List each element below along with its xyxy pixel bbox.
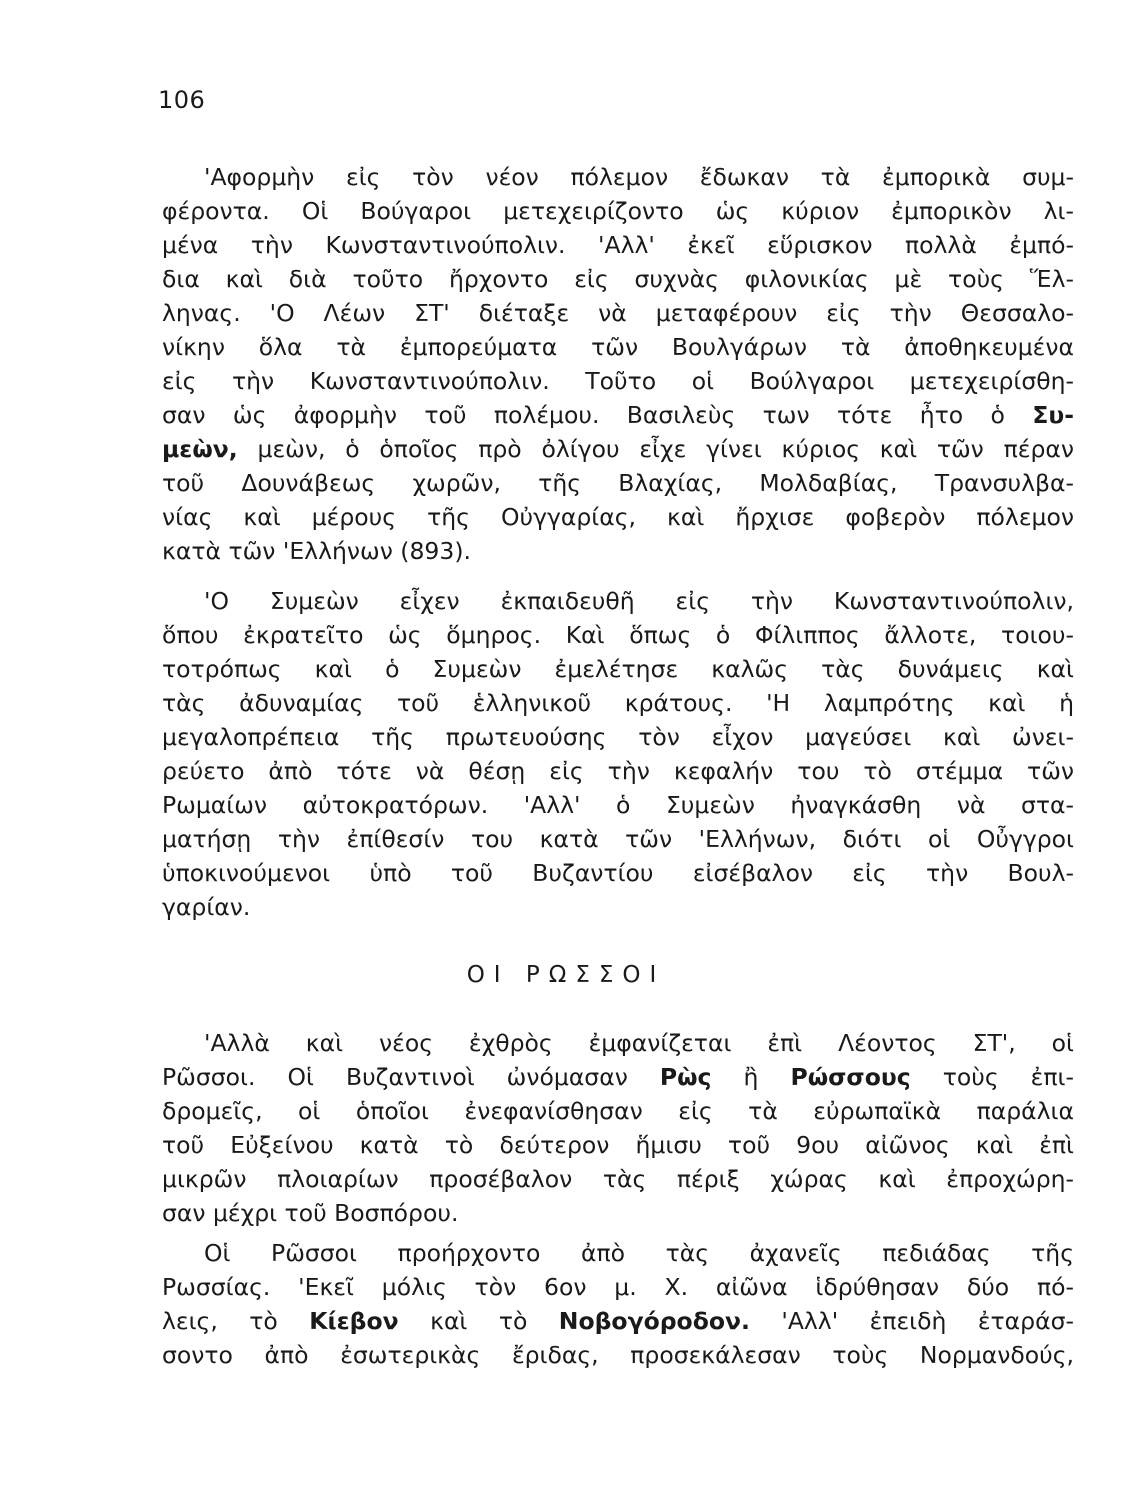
text-line [162, 1060, 1074, 1094]
paragraph-4 [162, 1236, 1074, 1372]
text-fragment: λεις, τὸ [162, 1307, 278, 1335]
bold-name: Κίεβον [309, 1307, 399, 1335]
text-fragment: καὶ τὸ [430, 1307, 528, 1335]
text-line: νίκην ὅλα τὰ ἐμπορεύματα τῶν Βουλγάρων τὰ ἀποθηκευμένα [162, 333, 1074, 361]
text-line: Ρωσσίας. 'Εκεῖ μόλις τὸν 6ον μ. Χ. αἰῶνα ἱδρύθησαν δύο πό- [162, 1273, 1074, 1301]
text-line: τοῦ Δουνάβεως χωρῶν, τῆς Βλαχίας, Μολδαβίας, Τρανσυλβα- [162, 469, 1074, 497]
text-line: μένα τὴν Κωνσταντινούπολιν. 'Αλλ' ἐκεῖ εὕρισκον πολλὰ ἐμπό- [162, 231, 1074, 259]
text-line: νίας καὶ μέρους τῆς Οὐγγαρίας, καὶ ἤρχισε φοβερὸν πόλεμον [162, 503, 1074, 531]
paragraph-1 [162, 160, 1074, 568]
bold-name: μεὼν, [162, 435, 238, 463]
text-line: κατὰ τῶν 'Ελλήνων (893). [162, 537, 471, 565]
text-line: μεγαλοπρέπεια τῆς πρωτευούσης τὸν εἶχον μαγεύσει καὶ ὠνει- [162, 723, 1074, 751]
text-line: τοτρόπως καὶ ὁ Συμεὼν ἐμελέτησε καλῶς τὰς δυνάμεις καὶ [162, 655, 1074, 683]
text-line: δρομεῖς, οἱ ὁποῖοι ἐνεφανίσθησαν εἰς τὰ εὐρωπαϊκὰ παράλια [162, 1097, 1074, 1125]
text-fragment: τοὺς ἐπι- [942, 1063, 1074, 1091]
text-fragment: Ρῶσσοι. Οἱ Βυζαντινοὶ ὠνόμασαν [162, 1063, 628, 1091]
text-line: τοῦ Εὐξείνου κατὰ τὸ δεύτερον ἥμισυ τοῦ 9ου αἰῶνος καὶ ἐπὶ [162, 1131, 1074, 1159]
text-line: ρεύετο ἀπὸ τότε νὰ θέσῃ εἰς τὴν κεφαλήν του τὸ στέμμα τῶν [162, 757, 1074, 785]
text-line: εἰς τὴν Κωνσταντινούπολιν. Τοῦτο οἱ Βούλγαροι μετεχειρίσθη- [162, 367, 1074, 395]
text-line: ληνας. 'Ο Λέων ΣΤ' διέταξε νὰ μεταφέρουν εἰς τὴν Θεσσαλο- [162, 299, 1074, 327]
bold-name: Νοβογόροδον. [558, 1307, 750, 1335]
paragraph-2 [162, 584, 1074, 924]
text-line: ὅπου ἐκρατεῖτο ὡς ὅμηρος. Καὶ ὅπως ὁ Φίλιππος ἄλλοτε, τοιου- [162, 621, 1074, 649]
text-fragment: σαν ὡς ἀφορμὴν τοῦ πολέμου. Βασιλεὺς των τότε ἦτο ὁ [162, 401, 1005, 429]
text-line: γαρίαν. [162, 893, 251, 921]
text-fragment: μεὼν, ὁ ὁποῖος πρὸ ὀλίγου εἶχε γίνει κύριος καὶ τῶν πέραν [257, 435, 1074, 463]
text-line: σαν μέχρι τοῦ Βοσπόρου. [162, 1199, 459, 1227]
text-line: μικρῶν πλοιαρίων προσέβαλον τὰς πέριξ χώρας καὶ ἐπροχώρη- [162, 1165, 1074, 1193]
text-line [162, 398, 1074, 432]
text-line [162, 432, 1074, 466]
bold-name: Συ- [1032, 401, 1074, 429]
text-line: ματήσῃ τὴν ἐπίθεσίν του κατὰ τῶν 'Ελλήνων, διότι οἱ Οὖγγροι [162, 825, 1074, 853]
text-line: σοντο ἀπὸ ἐσωτερικὰς ἔριδας, προσεκάλεσαν τοὺς Νορμανδούς, [162, 1341, 1074, 1369]
text-line: 'Αφορμὴν εἰς τὸν νέον πόλεμον ἔδωκαν τὰ ἐμπορικὰ συμ- [204, 163, 1074, 191]
paragraph-3 [162, 1026, 1074, 1230]
text-line: Οἱ Ρῶσσοι προήρχοντο ἀπὸ τὰς ἀχανεῖς πεδιάδας τῆς [204, 1239, 1074, 1267]
bold-name: Ρώσσους [790, 1063, 911, 1091]
text-line: 'Ο Συμεὼν εἶχεν ἐκπαιδευθῆ εἰς τὴν Κωνσταντινούπολιν, [204, 587, 1074, 615]
text-line: φέροντα. Οἱ Βούγαροι μετεχειρίζοντο ὡς κύριον ἐμπορικὸν λι- [162, 197, 1074, 225]
page-number: 106 [158, 86, 206, 114]
text-line: ὑποκινούμενοι ὑπὸ τοῦ Βυζαντίου εἰσέβαλον εἰς τὴν Βουλ- [162, 859, 1074, 887]
text-fragment: 'Αλλ' ἐπειδὴ ἐταράσ- [781, 1307, 1074, 1335]
section-heading: ΟΙ ΡΩΣΣΟΙ [466, 962, 666, 988]
text-fragment: ἢ [743, 1063, 759, 1091]
text-line [162, 1304, 1074, 1338]
bold-name: Ρὼς [659, 1063, 712, 1091]
text-line: τὰς ἀδυναμίας τοῦ ἑλληνικοῦ κράτους. 'Η λαμπρότης καὶ ἡ [162, 689, 1074, 717]
text-line: Ρωμαίων αὐτοκρατόρων. 'Αλλ' ὁ Συμεὼν ἠναγκάσθη νὰ στα- [162, 791, 1074, 819]
text-line: δια καὶ διὰ τοῦτο ἤρχοντο εἰς συχνὰς φιλονικίας μὲ τοὺς Ἕλ- [162, 265, 1074, 293]
text-line: 'Αλλὰ καὶ νέος ἐχθρὸς ἐμφανίζεται ἐπὶ Λέοντος ΣΤ', οἱ [204, 1029, 1074, 1057]
